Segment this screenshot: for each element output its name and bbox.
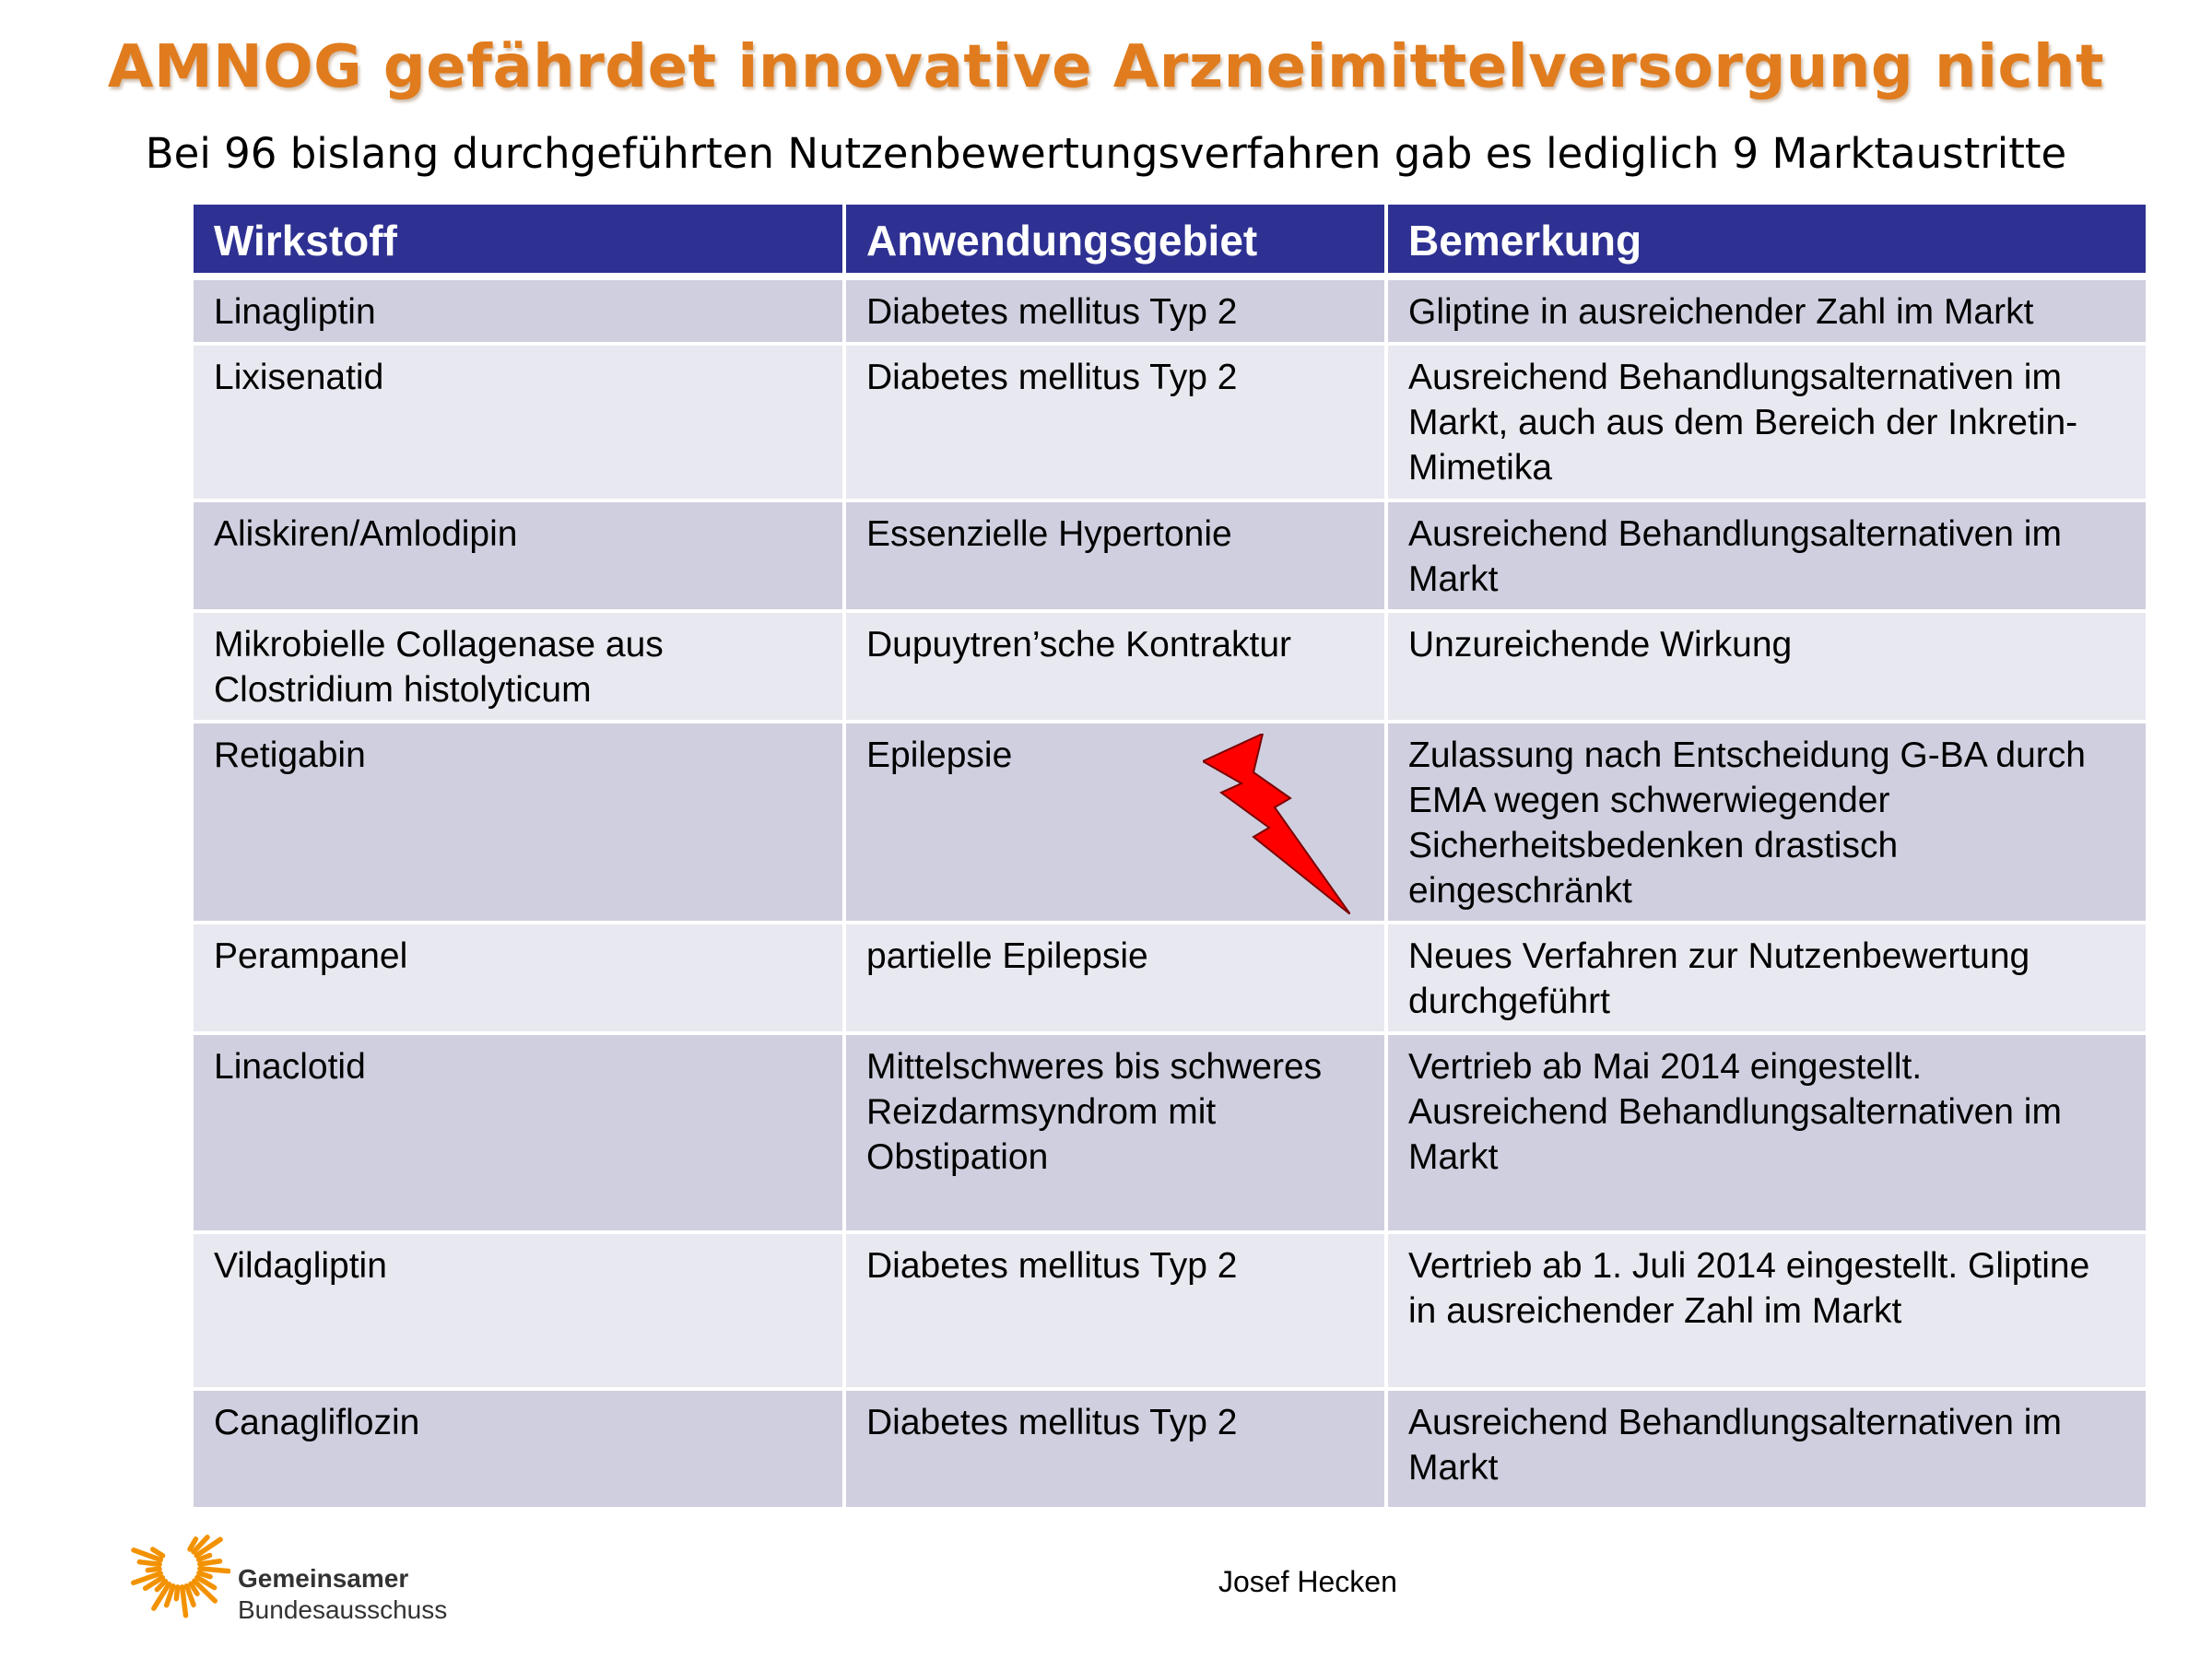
cell-anwendungsgebiet: Diabetes mellitus Typ 2 xyxy=(844,1232,1386,1389)
table-header-row xyxy=(194,205,2146,276)
cell-anwendungsgebiet: Diabetes mellitus Typ 2 xyxy=(844,1389,1386,1509)
lightning-bolt-icon xyxy=(1203,734,1350,914)
cell-bemerkung: Neues Verfahren zur Nutzenbewertung durchgeführt xyxy=(1386,923,2146,1033)
cell-wirkstoff: Aliskiren/Amlodipin xyxy=(194,500,844,611)
cell-anwendungsgebiet: Dupuytren’sche Kontraktur xyxy=(844,611,1386,722)
cell-bemerkung: Ausreichend Behandlungsalternativen im Markt xyxy=(1386,1389,2146,1509)
cell-anwendungsgebiet: partielle Epilepsie xyxy=(844,923,1386,1033)
logo-ray xyxy=(199,1573,210,1577)
table-row xyxy=(194,722,2146,923)
table-row xyxy=(194,1033,2146,1232)
logo-ray xyxy=(200,1569,229,1571)
table-row xyxy=(194,500,2146,611)
table-row xyxy=(194,1232,2146,1389)
cell-wirkstoff: Vildagliptin xyxy=(194,1232,844,1389)
cell-bemerkung: Zulassung nach Entscheidung G-BA durch EMA wegen schwerwiegender Sicherheitsbedenken drastisch eingeschränkt xyxy=(1386,722,2146,923)
table-row xyxy=(194,611,2146,722)
cell-bemerkung: Unzureichende Wirkung xyxy=(1386,611,2146,722)
table-row xyxy=(194,276,2146,344)
cell-wirkstoff: Linaclotid xyxy=(194,1033,844,1232)
cell-bemerkung: Ausreichend Behandlungsalternativen im Markt, auch aus dem Bereich der Inkretin-Mimetika xyxy=(1386,344,2146,500)
header-anwendungsgebiet: Anwendungsgebiet xyxy=(844,205,1386,276)
sun-rays-logo-icon xyxy=(129,1512,230,1622)
cell-wirkstoff: Retigabin xyxy=(194,722,844,923)
cell-anwendungsgebiet: Diabetes mellitus Typ 2 xyxy=(844,344,1386,500)
cell-bemerkung: Ausreichend Behandlungsalternativen im Markt xyxy=(1386,500,2146,611)
slide-title: AMNOG gefährdet innovative Arzneimittelversorgung nicht xyxy=(107,33,2105,101)
header-wirkstoff: Wirkstoff xyxy=(194,205,844,276)
logo-ray xyxy=(176,1587,177,1599)
footer-author: Josef Hecken xyxy=(1218,1565,1397,1598)
cell-anwendungsgebiet: Epilepsie xyxy=(844,722,1386,923)
cell-wirkstoff: Lixisenatid xyxy=(194,344,844,500)
cell-wirkstoff: Canagliflozin xyxy=(194,1389,844,1509)
cell-anwendungsgebiet: Essenzielle Hypertonie xyxy=(844,500,1386,611)
cell-bemerkung: Vertrieb ab Mai 2014 eingestellt. Ausreichend Behandlungsalternativen im Markt xyxy=(1386,1033,2146,1232)
logo-ray xyxy=(182,1587,186,1616)
market-exit-table xyxy=(194,205,2146,1511)
organization-name xyxy=(238,1563,447,1626)
market-exit-table-container xyxy=(194,205,2146,1511)
cell-wirkstoff: Linagliptin xyxy=(194,276,844,344)
slide-subtitle: Bei 96 bislang durchgeführten Nutzenbewertungsverfahren gab es lediglich 9 Marktaustritte xyxy=(145,129,2067,178)
table-row xyxy=(194,923,2146,1033)
cell-anwendungsgebiet: Diabetes mellitus Typ 2 xyxy=(844,276,1386,344)
logo-ray xyxy=(153,1549,163,1556)
cell-bemerkung: Vertrieb ab 1. Juli 2014 eingestellt. Gliptine in ausreichender Zahl im Markt xyxy=(1386,1232,2146,1389)
logo-line-2: Bundesausschuss xyxy=(238,1595,448,1624)
table-row xyxy=(194,344,2146,500)
table-row xyxy=(194,1389,2146,1509)
logo-ray xyxy=(147,1569,159,1570)
logo-ray xyxy=(200,1561,220,1564)
cell-anwendungsgebiet: Mittelschweres bis schweres Reizdarmsyndrom mit Obstipation xyxy=(844,1033,1386,1232)
header-bemerkung: Bemerkung xyxy=(1386,205,2146,276)
cell-bemerkung: Gliptine in ausreichender Zahl im Markt xyxy=(1386,276,2146,344)
logo-line-1: Gemeinsamer xyxy=(238,1564,409,1593)
logo-ray xyxy=(139,1562,159,1565)
cell-wirkstoff: Mikrobielle Collagenase aus Clostridium histolyticum xyxy=(194,611,844,722)
cell-wirkstoff: Perampanel xyxy=(194,923,844,1033)
